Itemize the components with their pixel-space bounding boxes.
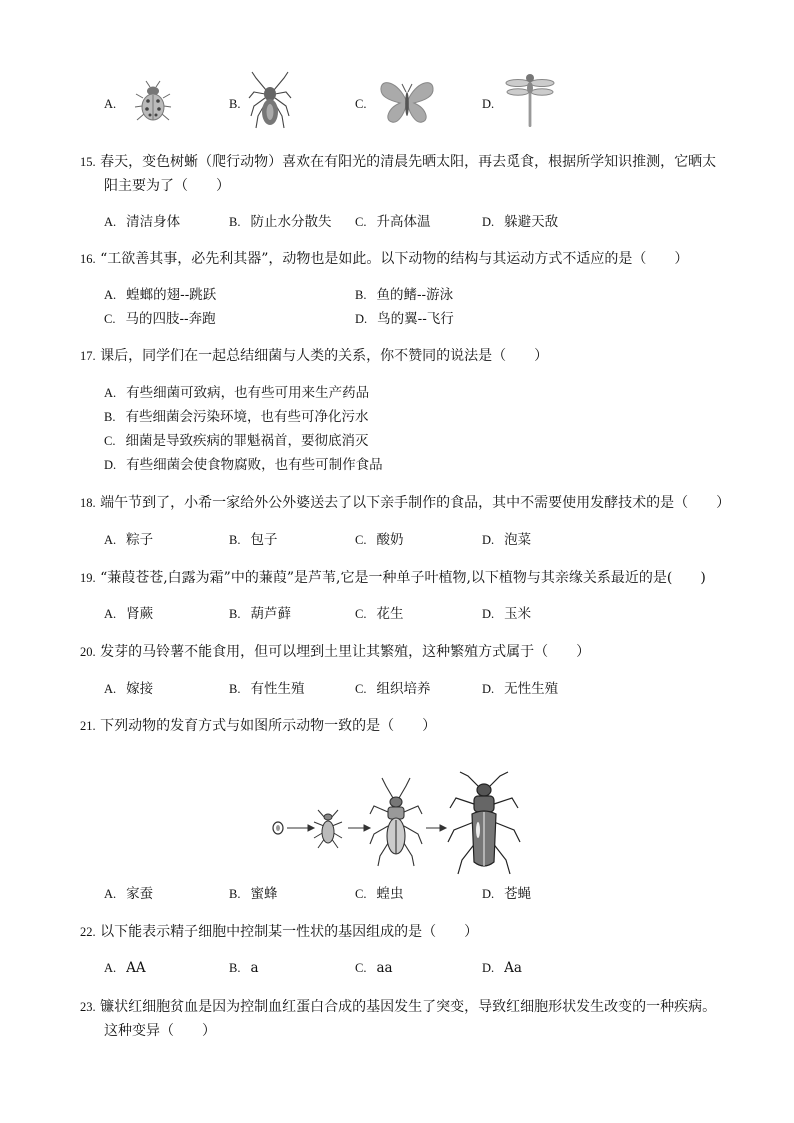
q20-option-b: B. 有性生殖: [229, 681, 305, 697]
spider-icon: [248, 70, 292, 132]
option-letter: A.: [104, 97, 117, 111]
q19-option-c: C. 花生: [355, 606, 404, 622]
question-number: 20.: [80, 645, 96, 659]
question-text-line-1: “工欲善其事，必先利其器”，动物也是如此。以下动物的结构与其运动方式不适应的是（ ）: [100, 251, 689, 267]
q21-option-a: A. 家蚕: [104, 886, 154, 902]
medium-nymph-icon: [370, 778, 422, 866]
option-letter: D.: [482, 97, 495, 111]
option-letter: C.: [355, 97, 367, 111]
q18-option-b: B. 包子: [229, 532, 278, 548]
question-text-line-1: 课后，同学们在一起总结细菌与人类的关系，你不赞同的说法是（ ）: [100, 348, 549, 364]
q18-option-d: D. 泡菜: [482, 532, 532, 548]
arrow-icon: [426, 825, 446, 831]
butterfly-icon: [378, 76, 436, 130]
question-number: 17.: [80, 349, 96, 363]
question-15-line-2: 阳主要为了（ ）: [104, 178, 230, 194]
question-number: 23.: [80, 1000, 96, 1014]
arrow-icon: [287, 825, 314, 831]
question-number: 18.: [80, 496, 96, 510]
q19-option-a: A. 肾蕨: [104, 606, 154, 622]
q15-option-d: D. 躲避天敌: [482, 214, 559, 230]
q17-option-d: D. 有些细菌会使食物腐败，也有些可制作食品: [104, 457, 383, 473]
q22-option-d: D. Aa: [482, 960, 522, 976]
question-number: 15.: [80, 155, 96, 169]
question-text-line-1: 春天，变色树蜥（爬行动物）喜欢在有阳光的清晨先晒太阳，再去觅食，根据所学知识推测，它晒太: [100, 154, 717, 170]
q16-option-b: B. 鱼的鳍--游泳: [355, 287, 454, 303]
q16-option-a: A. 蝗螂的翅--跳跃: [104, 287, 217, 303]
question-text-line-1: 发芽的马铃薯不能食用，但可以埋到土里让其繁殖，这种繁殖方式属于（ ）: [100, 644, 591, 660]
question-22: [80, 921, 478, 943]
question-text-line-1: 镰状红细胞贫血是因为控制血红蛋白合成的基因发生了突变，导致红细胞形状发生改变的一种疾病。: [100, 999, 717, 1015]
q15-option-b: B. 防止水分散失: [229, 214, 332, 230]
question-text-line-1: “蒹葭苍苍,白露为霜”中的蒹葭”是芦苇,它是一种单子叶植物,以下植物与其亲缘关系最近的是( ): [100, 570, 706, 586]
question-18: [80, 492, 730, 514]
question-number: 19.: [80, 571, 96, 585]
q17-option-c: C. 细菌是导致疾病的罪魁祸首，要彻底消灭: [104, 433, 369, 449]
adult-insect-icon: [448, 772, 520, 874]
q21-option-b: B. 蜜蜂: [229, 886, 278, 902]
question-15: [80, 151, 716, 173]
q17-option-a: A. 有些细菌可致病，也有些可用来生产药品: [104, 385, 370, 401]
question-20: [80, 641, 590, 663]
insect-development-figure: [268, 770, 526, 878]
q22-option-b: B. a: [229, 960, 259, 976]
option-letter: B.: [229, 97, 241, 111]
q17-option-b: B. 有些细菌会污染环境，也有些可净化污水: [104, 409, 369, 425]
question-number: 16.: [80, 252, 96, 266]
question-23: [80, 996, 716, 1018]
q15-option-a: A. 清洁身体: [104, 214, 181, 230]
question-text-line-1: 以下能表示精子细胞中控制某一性状的基因组成的是（ ）: [100, 924, 479, 940]
q21-option-c: C. 蝗虫: [355, 886, 404, 902]
dragonfly-icon: [504, 72, 556, 130]
q16-option-d: D. 鸟的翼--飞行: [355, 311, 454, 327]
q20-option-d: D. 无性生殖: [482, 681, 559, 697]
q20-option-c: C. 组织培养: [355, 681, 431, 697]
q21-option-d: D. 苍蝇: [482, 886, 532, 902]
q19-option-d: D. 玉米: [482, 606, 532, 622]
option-d: [482, 94, 504, 114]
small-nymph-icon: [314, 810, 342, 848]
question-text-line-1: 端午节到了，小希一家给外公外婆送去了以下亲手制作的食品，其中不需要使用发酵技术的是（ ）: [100, 495, 731, 511]
q20-option-a: A. 嫁接: [104, 681, 154, 697]
option-a: [104, 94, 126, 114]
q15-option-c: C. 升高体温: [355, 214, 431, 230]
question-number: 22.: [80, 925, 96, 939]
question-17: [80, 345, 548, 367]
question-number: 21.: [80, 719, 96, 733]
option-c: [355, 94, 376, 114]
q22-option-a: A. AA: [104, 960, 146, 976]
q19-option-b: B. 葫芦藓: [229, 606, 291, 622]
q16-option-c: C. 马的四肢--奔跑: [104, 311, 216, 327]
question-19: [80, 567, 706, 589]
egg-icon: [273, 822, 283, 834]
question-text-line-1: 下列动物的发育方式与如图所示动物一致的是（ ）: [100, 718, 437, 734]
ladybug-icon: [133, 78, 173, 126]
q18-option-a: A. 粽子: [104, 532, 154, 548]
question-16: [80, 248, 688, 270]
question-23-line-2: 这种变异（ ）: [104, 1023, 216, 1039]
arrow-icon: [348, 825, 370, 831]
question-21: [80, 715, 436, 737]
q22-option-c: C. aa: [355, 960, 393, 976]
q18-option-c: C. 酸奶: [355, 532, 404, 548]
